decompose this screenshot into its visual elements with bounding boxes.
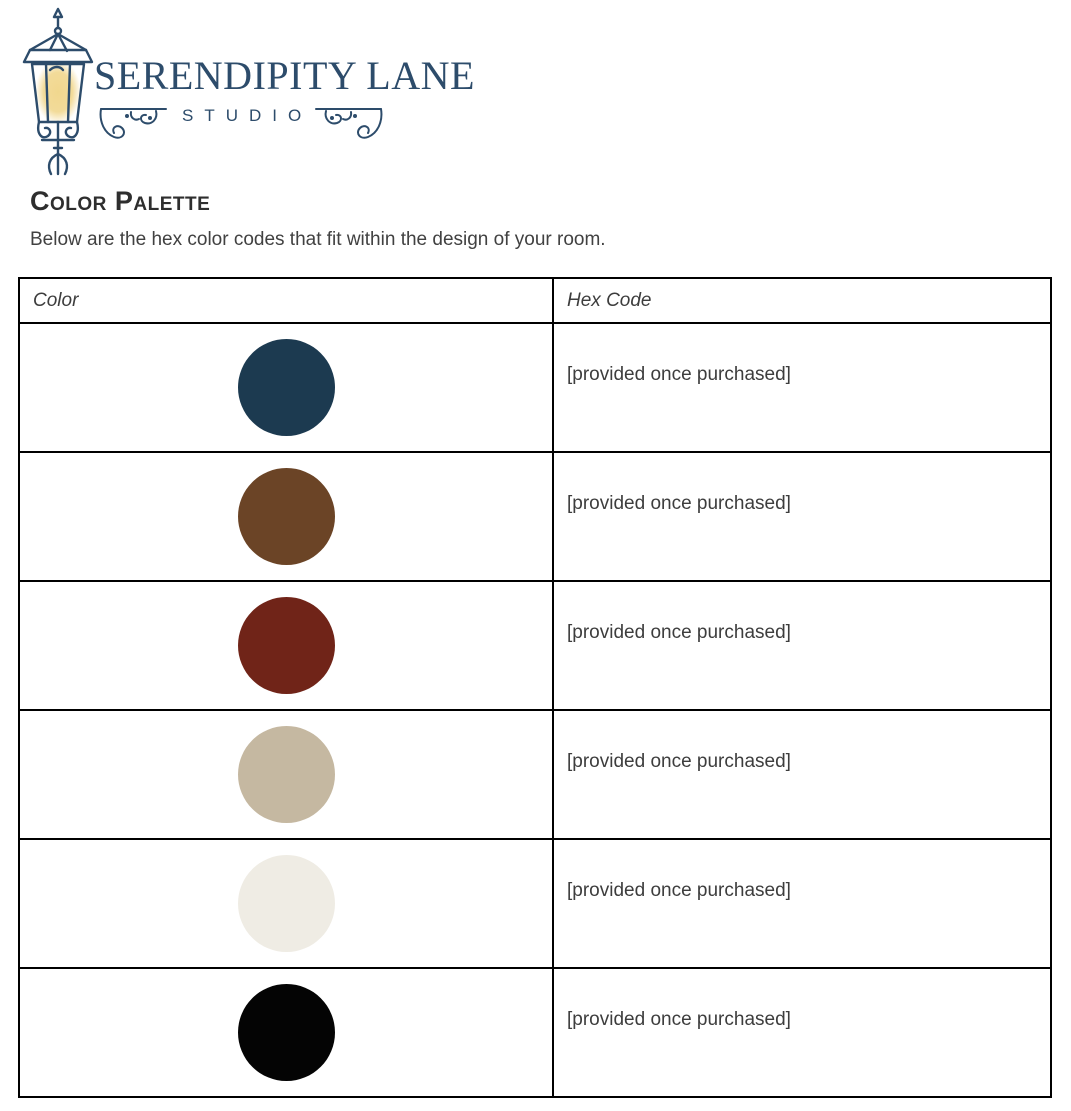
studio-row [98, 103, 475, 148]
table-row [19, 710, 1051, 839]
color-swatch-brick-red [238, 597, 335, 694]
studio-wordmark: STUDIO [182, 106, 313, 125]
table-row [19, 968, 1051, 1097]
table-row [19, 323, 1051, 452]
color-swatch-brown [238, 468, 335, 565]
col-header-color: Color [19, 278, 553, 323]
table-row [19, 839, 1051, 968]
table-row [19, 581, 1051, 710]
hex-code-text: [provided once purchased] [553, 710, 1051, 839]
logo [6, 6, 475, 176]
hex-code-text: [provided once purchased] [553, 968, 1051, 1097]
table-row [19, 452, 1051, 581]
page-title: Color Palette [30, 186, 211, 216]
brand-name: SERENDIPITY LANE [94, 53, 475, 98]
hex-code-text: [provided once purchased] [553, 839, 1051, 968]
color-swatch-tan [238, 726, 335, 823]
intro-text: Below are the hex color codes that fit within the design of your room. [30, 229, 606, 250]
color-swatch-dark-navy [238, 339, 335, 436]
logo-text [94, 53, 475, 148]
hex-code-text: [provided once purchased] [553, 323, 1051, 452]
table-header-row [19, 278, 1051, 323]
color-swatch-off-white [238, 855, 335, 952]
hex-code-text: [provided once purchased] [553, 581, 1051, 710]
flourish-right-icon [314, 103, 384, 148]
col-header-hex: Hex Code [553, 278, 1051, 323]
color-swatch-black [238, 984, 335, 1081]
hex-code-text: [provided once purchased] [553, 452, 1051, 581]
flourish-left-icon [98, 103, 168, 148]
palette-table [18, 277, 1052, 1098]
